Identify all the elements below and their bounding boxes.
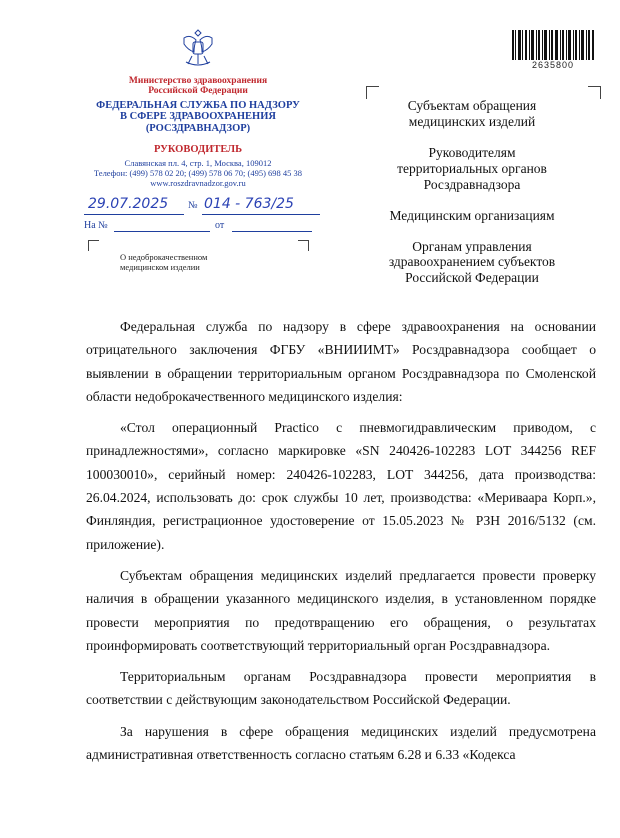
- recipient-item: Субъектам обращения медицинских изделий: [407, 98, 537, 129]
- reference-line: [84, 220, 314, 236]
- letter-body: [86, 315, 596, 774]
- head-title: РУКОВОДИТЕЛЬ: [153, 144, 243, 155]
- body-paragraph: Субъектам обращения медицинских изделий предлагается провести проверку наличия в обращении указанного медицинского изделия, в установленном порядке провести мероприятия по предотвращению его обращения, о результатах проинформировать соответствующий территориальный орган Росздравнадзора.: [86, 567, 596, 653]
- contact-address: Славянская пл. 4, стр. 1, Москва, 109012 Телефон: (499) 578 02 20; (499) 578 06 70; (495) 698 45 38 www.roszdravnadzor.gov.ru: [93, 158, 303, 188]
- barcode-icon: [510, 30, 596, 60]
- ministry-name: Министерство здравоохранения Российской Федерации: [128, 76, 268, 97]
- body-paragraph: Федеральная служба по надзору в сфере здравоохранения на основании отрицательного заключения ФГБУ «ВНИИИМТ» Росздравнадзора сообщает о выявлении в обращении территориальным органом Росздравнадзора по Смоленской области недоброкачественного медицинского изделия:: [86, 319, 596, 404]
- reference-number-label: На №: [84, 220, 108, 231]
- body-paragraph: «Стол операционный Practico с пневмогидравлическим приводом, с принадлежностями», согласно маркировке «SN 240426-102283 LOT 344256 REF 100030010», серийный номер: 240426-102283, LOT 344256, дата производства: 26.04.2024, использовать до: срок службы 10 лет, производства: «Мериваара Корп.», Финляндия, регистрационное удостоверение от 15.05.2023 № РЗН 2016/5132 (см. приложение).: [86, 420, 596, 552]
- registration-number: 014 - 763/25: [204, 196, 294, 212]
- barcode-number: 2635800: [531, 60, 575, 70]
- recipient-item: Органам управления здравоохранением субъектов Российской Федерации: [388, 238, 556, 286]
- body-paragraph: Территориальным органам Росздравнадзора провести мероприятия в соответствии с действующим законодательством Российской Федерации.: [86, 669, 596, 708]
- recipients-block: [372, 98, 572, 301]
- recipient-item: Медицинским организациям: [389, 207, 555, 223]
- reference-date-label: от: [215, 220, 225, 231]
- recipient-item: Руководителям территориальных органов Росздравнадзора: [397, 144, 547, 192]
- registration-line: [84, 196, 334, 220]
- registration-number-label: №: [188, 200, 198, 211]
- coat-of-arms-icon: [178, 26, 218, 70]
- letter-subject: О недоброкачественном медицинском изделии: [120, 252, 208, 273]
- service-name: ФЕДЕРАЛЬНАЯ СЛУЖБА ПО НАДЗОРУ В СФЕРЕ ЗДРАВООХРАНЕНИЯ (РОСЗДРАВНАДЗОР): [96, 100, 300, 134]
- body-paragraph: За нарушения в сфере обращения медицинских изделий предусмотрена административная ответственность согласно статьям 6.28 и 6.33 «Кодекса: [86, 723, 596, 763]
- registration-date: 29.07.2025: [88, 196, 169, 212]
